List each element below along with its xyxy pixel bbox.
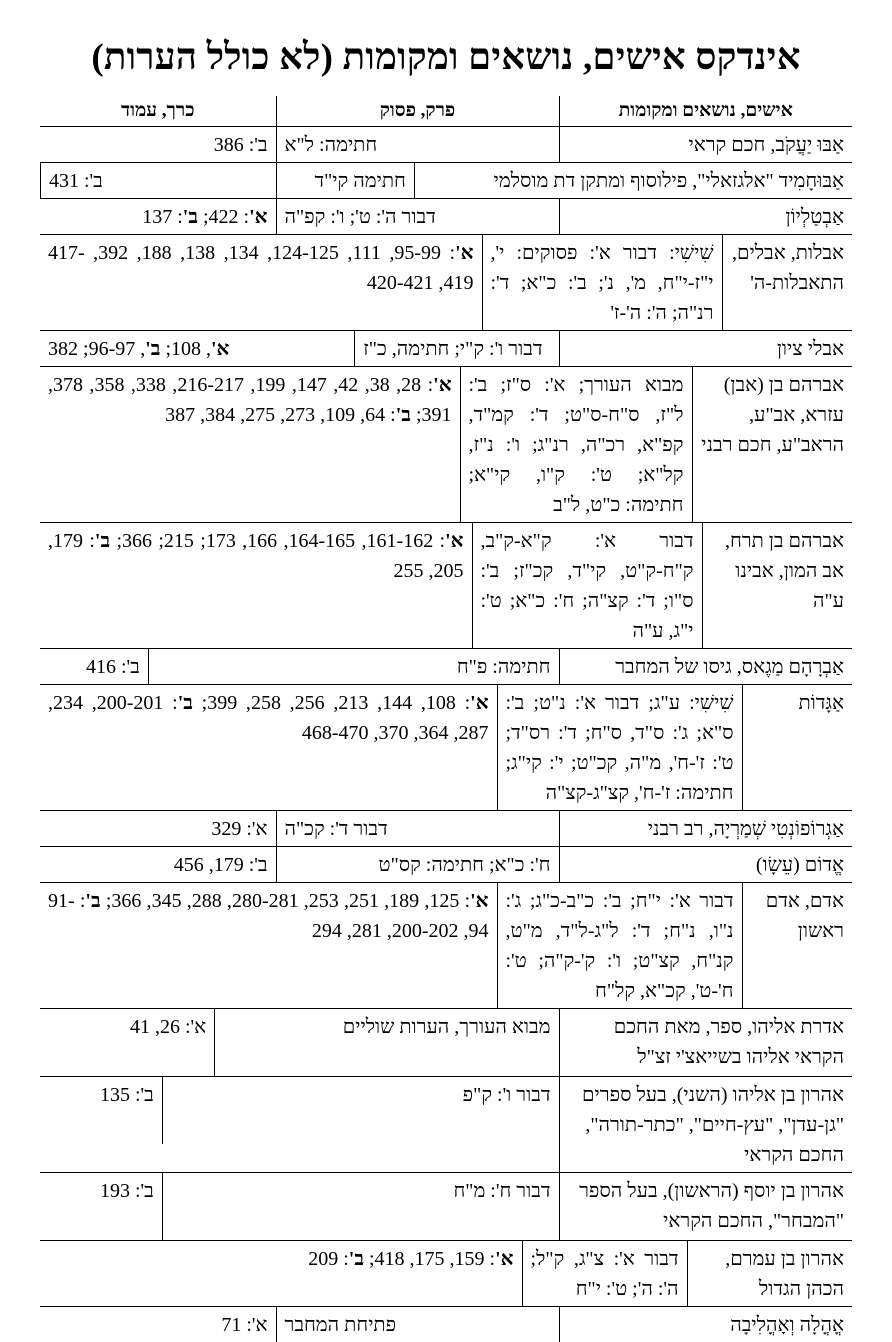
- volume-a-pages: : 28, 38, 42, 147, 199, 216-217, 338, 358, 378, 391;: [48, 374, 452, 426]
- entity-cell: אַגְרוֹפוֹנְטִי שְׁמַרְיָה, רב רבני: [559, 811, 852, 847]
- entity-cell: אֳהֳלָה וְאָהֳלִיבָה: [559, 1307, 852, 1342]
- row-inner-table: [40, 523, 852, 648]
- pages-cell: ב': 386: [40, 127, 276, 163]
- chapter-text: מבוא העורך, הערות שוליים: [251, 1012, 551, 1042]
- volume-b-label: ב': [349, 1248, 364, 1270]
- table-row: [40, 847, 852, 883]
- table-row: [40, 235, 852, 331]
- volume-b-label: ב': [183, 206, 198, 228]
- table-row: [40, 523, 852, 649]
- merged-row-cell: [40, 1241, 852, 1307]
- chapter-cell: שִׁישִׁי: ע"ג; דבור א': נ"ט; ב': ס"א; ג': ס"ד, ס"ח; ד': רס"ד; ט': ז'-ח', מ"ה, קכ"ט; י': קי"ג; חתימה: ז'-ח', קצ"ג-קצ"ה: [497, 685, 742, 810]
- entity-cell: אהרון בן יוסף (הראשון), בעל הספר "המבחר", החכם הקראי: [559, 1173, 852, 1241]
- entity-cell: אַבְרָהָם מַגֶאס, גיסו של המחבר: [559, 649, 852, 685]
- table-row: [40, 1009, 852, 1077]
- table-row: [40, 649, 852, 685]
- entity-chapter-wrap: [285, 166, 845, 196]
- table-row: [40, 331, 852, 367]
- chapter-pages-cell: [40, 1009, 559, 1077]
- table-row: [40, 127, 852, 163]
- entity-cell: אַגָּדוֹת: [742, 685, 852, 810]
- entity-cell: אֱדוֹם (עֵשָׂו): [559, 847, 852, 883]
- header-entity: אישים, נושאים ומקומות: [559, 96, 852, 127]
- pages-cell: [40, 1241, 522, 1306]
- merged-row-cell: [40, 523, 852, 649]
- page-title: אינדקס אישים, נושאים ומקומות (לא כולל הערות): [0, 36, 892, 80]
- chapter-text: דבור ו': ק"י; חתימה, כ"ז: [354, 331, 550, 366]
- entity-cell: אַבְטַלְיוֹן: [559, 199, 852, 235]
- volume-a-pages: : 108, 144, 213, 256, 258, 399;: [202, 692, 471, 714]
- merged-row-cell: [40, 685, 852, 811]
- pages-cell: א': 71: [40, 1307, 276, 1342]
- chapter-cell: דבור א': ק"א-ק"ב, ק"ח-ק"ט, קי"ד, קכ"ז; ב': ס"ו; ד': קצ"ה; ח': כ"א; ט': י"ג, ע"ה: [472, 523, 702, 648]
- row-inner-table: [40, 685, 852, 810]
- volume-b-pages: : 209: [308, 1248, 349, 1270]
- entity-cell: אדרת אליהו, ספר, מאת החכם הקראי אליהו בשייאצ'י זצ"ל: [559, 1009, 852, 1077]
- volume-a-label: א': [433, 374, 451, 396]
- row-inner-table: [40, 367, 852, 522]
- pages-cell: [40, 367, 460, 522]
- pages-text: ב': 431: [40, 163, 125, 198]
- chapter-cell: שִׁישִׁי: דבור א': פסוקים: י', י"ז-י"ח, מ', נ'; ב': כ"א; ד': רנ"ה; ה': ה'-ז': [482, 235, 722, 330]
- chapter-cell: ח': כ"א; חתימה: קס"ט: [276, 847, 559, 883]
- table-row: [40, 685, 852, 811]
- volume-a-pages: : 95-99, 111, 124-125, 134, 138, 188, 392, 417-419, 420-421: [48, 242, 474, 294]
- volume-b-pages: : 179, 205, 255: [48, 530, 464, 582]
- pages-cell: ב': 179, 456: [40, 847, 276, 883]
- entity-cell: אדם, אדם ראשון: [742, 883, 852, 1008]
- entity-cell: [276, 163, 852, 199]
- volume-a-label: א': [470, 692, 488, 714]
- chapter-text: חתימה קי"ד: [285, 163, 415, 198]
- volume-a-pages: : 125, 189, 251, 253, 280-281, 288, 345, 366;: [106, 890, 470, 912]
- pages-cell: [40, 163, 276, 199]
- pages-cell: [40, 685, 497, 810]
- pages-text: א': 26, 41: [40, 1009, 215, 1076]
- chapter-cell: חתימה: ל"א: [276, 127, 559, 163]
- entity-cell: אהרון בן עמרם, הכהן הגדול: [687, 1241, 852, 1306]
- volume-b-pages: : 200-201, 234, 287, 364, 370, 468-470: [48, 692, 489, 744]
- entity-cell: אבלות, אבלים, התאבלות-ה': [722, 235, 852, 330]
- chapter-text: דבור ו': ק"פ: [411, 1080, 551, 1110]
- chapter-text: חתימה: פ"ח: [251, 652, 551, 682]
- entity-cell: אהרון בן אליהו (השני), בעל ספרים "גן-עדן", "עץ-חיים", "כתר-תורה", החכם הקראי: [559, 1077, 852, 1173]
- volume-a-label: א': [211, 338, 229, 360]
- merged-row-cell: [40, 367, 852, 523]
- entity-cell: אברהם בן תרח, אב המון, אבינו ע"ה: [702, 523, 852, 648]
- entity-cell: אבלי ציון: [559, 331, 852, 367]
- table-row: [40, 367, 852, 523]
- volume-a-pages: : 422;: [203, 206, 249, 228]
- volume-b-pages: : 137: [142, 206, 183, 228]
- volume-b-label: ב': [85, 890, 100, 912]
- chapter-cell: דבור א': י"ח; ב': כ"ב-כ"ג; ג': נ"ו, נ"ח; ד': ל"ג-ל"ד, מ"ט, קנ"ח, קצ"ט; ו': ק'-ק"ה; ט': ח'-ט', קכ"א, קל"ח: [497, 883, 742, 1008]
- volume-b-label: ב': [145, 338, 160, 360]
- table-row: [40, 1307, 852, 1342]
- volume-a-pages: : 159, 175, 418;: [369, 1248, 495, 1270]
- volume-a-pages: : 161-162, 164-165, 166, 173; 215; 366;: [116, 530, 445, 552]
- row-inner-table: [40, 883, 852, 1008]
- pages-cell: [40, 235, 482, 330]
- pages-text: ב': 193: [40, 1173, 163, 1240]
- volume-a-label: א': [249, 206, 267, 228]
- volume-a-label: א': [455, 242, 473, 264]
- volume-a-pages: , 108;: [165, 338, 211, 360]
- chapter-cell: מבוא העורך; א': ס"ז; ב': ל"ז, ס"ח-ס"ט; ד': קמ"ד, קפ"א, רכ"ה, רנ"ג; ו': נ"ז, קל"א; ט': ק"ו, קי"א; חתימה: כ"ט, ל"ב: [460, 367, 692, 522]
- entity-cell: אברהם בן (אבן) עזרא, אב"ע, הראב"ע, חכם רבני: [692, 367, 852, 522]
- index-table: [40, 96, 852, 1342]
- table-row: [40, 1173, 852, 1241]
- table-row: [40, 163, 852, 199]
- chapter-pages-cell: [40, 331, 559, 367]
- chapter-cell: דבור ה': ט'; ו': קפ"ה: [276, 199, 559, 235]
- chapter-pages-cell: [40, 1173, 559, 1241]
- chapter-cell: דבור ד': קכ"ה: [276, 811, 559, 847]
- pages-text: ב': 416: [40, 649, 149, 684]
- table-row: [40, 199, 852, 235]
- volume-a-label: א': [445, 530, 463, 552]
- volume-b-pages: , 96-97; 382: [48, 338, 145, 360]
- pages-cell: [40, 883, 497, 1008]
- header-chapter: פרק, פסוק: [276, 96, 559, 127]
- table-row: [40, 1077, 852, 1173]
- pages-cell: א': 329: [40, 811, 276, 847]
- table-row: [40, 883, 852, 1009]
- volume-b-label: ב': [178, 692, 193, 714]
- pages-text: ב': 135: [40, 1077, 163, 1144]
- volume-b-pages: : 64, 109, 273, 275, 384, 387: [165, 404, 396, 426]
- entity-text: אַבּוּחָמִיד "אלגזאלי", פילוסוף ומתקן דת מוסלמי: [494, 166, 844, 196]
- chapter-cell: פתיחת המחבר: [276, 1307, 559, 1342]
- pages-cell: [40, 523, 472, 648]
- row-inner-table: [40, 235, 852, 330]
- volume-a-label: א': [495, 1248, 513, 1270]
- header-volume: כרך, עמוד: [40, 96, 276, 127]
- chapter-pages-cell: [40, 1077, 559, 1173]
- merged-row-cell: [40, 883, 852, 1009]
- merged-row-cell: [40, 235, 852, 331]
- volume-b-label: ב': [95, 530, 110, 552]
- table-row: [40, 811, 852, 847]
- volume-a-label: א': [470, 890, 488, 912]
- row-inner-table: [40, 1241, 852, 1306]
- table-header-row: [40, 96, 852, 127]
- entity-cell: אַבּוּ יַעֲקֹב, חכם קראי: [559, 127, 852, 163]
- chapter-pages-cell: [40, 649, 559, 685]
- pages-cell: [40, 199, 276, 235]
- table-row: [40, 1241, 852, 1307]
- volume-b-label: ב': [396, 404, 411, 426]
- volume-b-pages: : 91-94, 200-202, 281, 294: [48, 890, 489, 942]
- chapter-text: דבור ח': מ"ח: [411, 1176, 551, 1206]
- chapter-cell: דבור א': צ"ג, ק"ל; ה': ה'; ט': י"ח: [522, 1241, 687, 1306]
